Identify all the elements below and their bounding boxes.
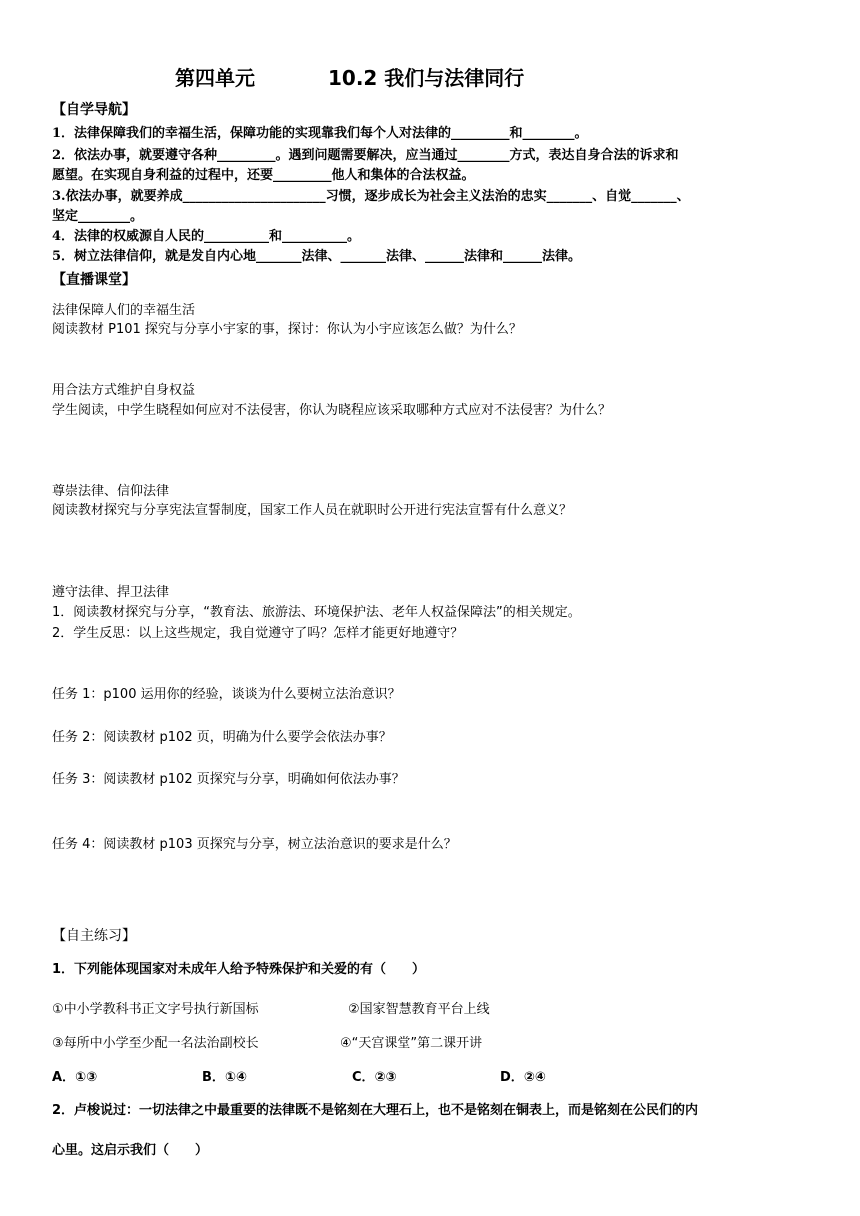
task-2: 任务 2：阅读教材 p102 页，明确为什么要学会依法办事？ [52,730,392,745]
section-heading-3: 尊崇法律、信仰法律 [52,484,170,499]
self-study-line-2-cont: 愿望。在实现自身利益的过程中，还要_________他人和集体的合法权益。 [52,168,475,183]
self-study-line-4: 4．法律的权威源自人民的__________和__________。 [52,229,361,244]
self-study-line-3-cont: 坚定________。 [52,209,144,224]
lesson-title: 10.2 我们与法律同行 [328,66,525,90]
self-study-line-2: 2．依法办事，就要遵守各种_________。遇到问题需要解决，应当通过________方式，表达自身合法的诉求和 [52,148,679,163]
question-1-option-4: ④“天宫课堂”第二课开讲 [340,1036,483,1051]
self-study-line-3: 3.依法办事，就要养成______________________习惯，逐步成长为社会主义法治的忠实_______、自觉_______、 [52,189,690,204]
section-body-2: 学生阅读，中学生晓程如何应对不法侵害，你认为晓程应该采取哪种方式应对不法侵害？为什么？ [52,403,612,418]
task-1: 任务 1：p100 运用你的经验，谈谈为什么要树立法治意识？ [52,687,401,702]
practice-header: 【自主练习】 [52,928,136,944]
question-1-option-2: ②国家智慧教育平台上线 [348,1002,490,1017]
choice-c[interactable]: C．②③ [352,1070,397,1085]
choice-a[interactable]: A．①③ [52,1070,98,1085]
question-1-stem: 1．下列能体现国家对未成年人给予特殊保护和关爱的有（ ） [52,962,426,977]
self-study-header: 【自学导航】 [52,102,136,118]
section-line-4b: 2．学生反思：以上这些规定，我自觉遵守了吗？怎样才能更好地遵守？ [52,626,464,641]
task-4: 任务 4：阅读教材 p103 页探究与分享，树立法治意识的要求是什么？ [52,837,457,852]
section-body-3: 阅读教材探究与分享宪法宣誓制度，国家工作人员在就职时公开进行宪法宣誓有什么意义？ [52,503,573,518]
section-heading-2: 用合法方式维护自身权益 [52,383,196,398]
choice-d[interactable]: D．②④ [500,1070,546,1085]
classroom-header: 【直播课堂】 [52,272,136,288]
self-study-line-5: 5．树立法律信仰，就是发自内心地_______法律、_______法律、______法律和______法律。 [52,249,582,264]
section-line-4a: 1．阅读教材探究与分享，“教育法、旅游法、环境保护法、老年人权益保障法”的相关规定。 [52,605,581,620]
question-2-line-1: 2．卢梭说过：一切法律之中最重要的法律既不是铭刻在大理石上，也不是铭刻在铜表上，而是铭刻在公民们的内 [52,1103,699,1118]
section-heading-4: 遵守法律、捍卫法律 [52,585,170,600]
choice-b[interactable]: B．①④ [202,1070,247,1085]
unit-title: 第四单元 [175,66,255,90]
self-study-line-1: 1．法律保障我们的幸福生活，保障功能的实现靠我们每个人对法律的_________和________。 [52,126,588,141]
task-3: 任务 3：阅读教材 p102 页探究与分享，明确如何依法办事？ [52,772,405,787]
question-1-option-1: ①中小学教科书正文字号执行新国标 [52,1002,259,1017]
question-1-option-3: ③每所中小学至少配一名法治副校长 [52,1036,259,1051]
section-heading-1: 法律保障人们的幸福生活 [52,303,196,318]
question-2-line-2: 心里。这启示我们（ ） [52,1143,209,1158]
section-body-1: 阅读教材 P101 探究与分享小宇家的事，探讨：你认为小宇应该怎么做？为什么？ [52,322,522,337]
